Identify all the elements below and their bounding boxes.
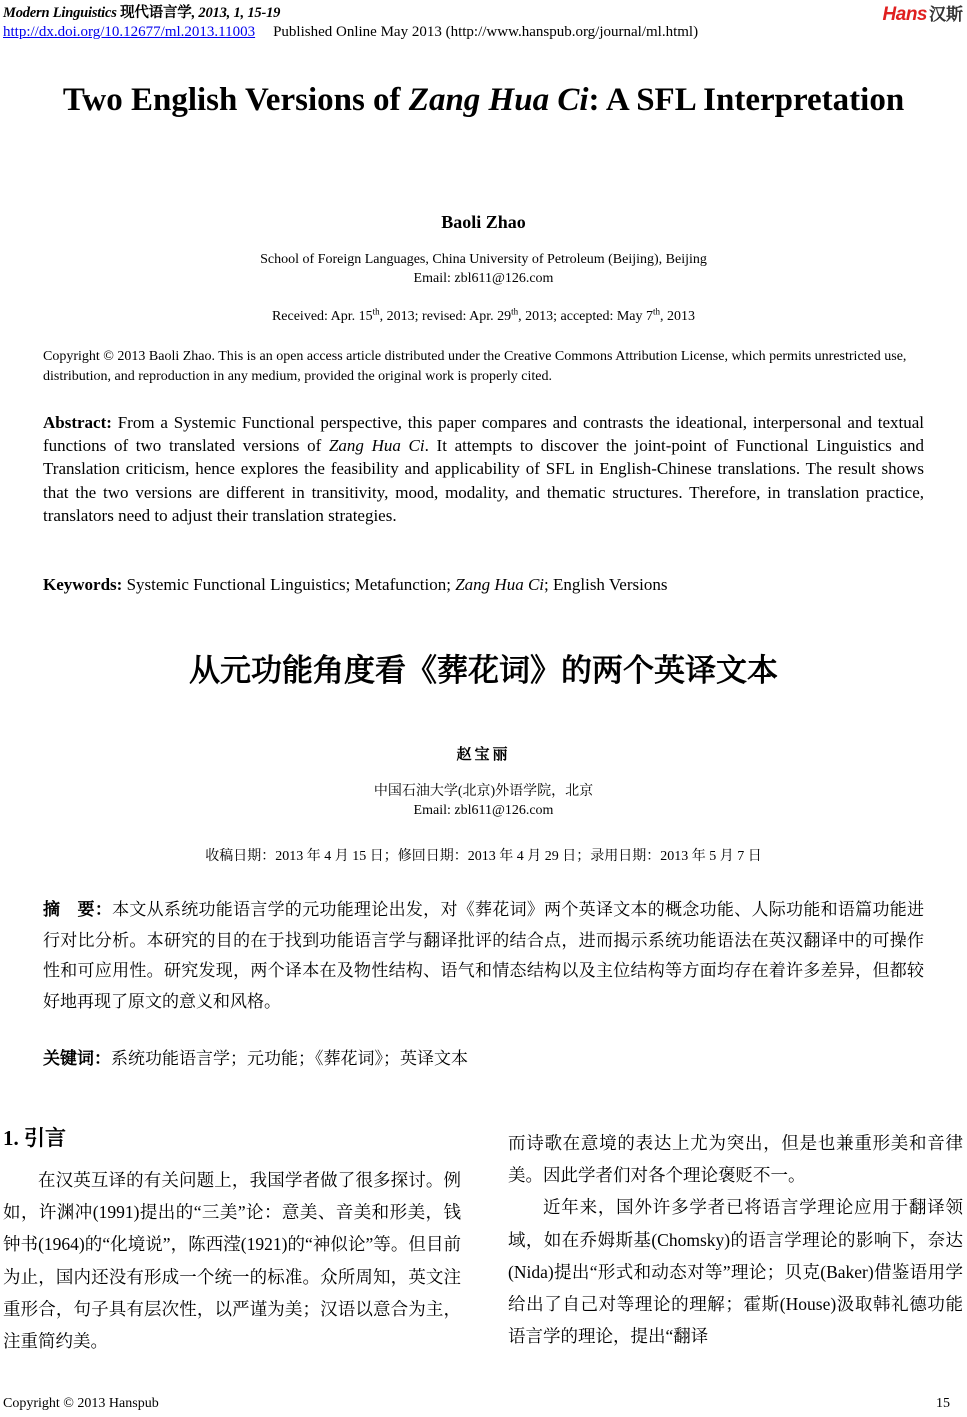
section-heading xyxy=(3,1122,66,1152)
abstract-text-cn: 本文从系统功能语言学的元功能理论出发，对《葬花词》两个英译文本的概念功能、人际功能和语篇功能进行对比分析。本研究的目的在于找到功能语言学与翻译批评的结合点，进而揭示系统功能语法在英汉翻译中的可操作性和可应用性。研究发现，两个译本在及物性结构、语气和情态结构以及主位结构等方面均存在着许多差异，但都较好地再现了原文的意义和风格。 xyxy=(43,900,925,1011)
keywords-cn xyxy=(43,1044,924,1069)
abstract-cn xyxy=(43,895,924,1017)
abstract-text-end: . It attempts to discover the joint-point of Functional Linguistics and Translation criticism, hence explores the feasibility and applicability of SFL in English-Chinese translations. The result shows that the two versions are different in transitivity, mood, modality, and thematic structures. Therefore, in translation practice, translators need to adjust their translation strategies. xyxy=(43,436,925,525)
logo-text-en: Hans xyxy=(882,4,927,25)
footer-copyright: Copyright © 2013 Hanspub xyxy=(3,1396,159,1411)
section-number: 1. xyxy=(3,1126,19,1150)
journal-header xyxy=(3,1,280,22)
affiliation-text: School of Foreign Languages, China University of Petroleum (Beijing), Beijing xyxy=(260,252,707,267)
journal-issue: , 2013, 1, 15-19 xyxy=(191,5,281,21)
keywords-italic: Zang Hua Ci xyxy=(455,575,545,594)
logo-text-cn: 汉斯 xyxy=(929,5,963,24)
body-column-right xyxy=(508,1127,963,1352)
paragraph: 近年来，国外许多学者已将语言学理论应用于翻译领域，如在乔姆斯基(Chomsky)的语言学理论的影响下，奈达(Nida)提出“形式和动态对等”理论；贝克(Baker)借鉴语用学给出了自己对等理论的理解；霍斯(House)汲取韩礼德功能语言学的理论，提出“翻译 xyxy=(508,1197,963,1347)
journal-name-cn: 现代语言学 xyxy=(120,5,192,21)
title-text: Two English Versions of xyxy=(62,82,409,118)
abstract-label-cn: 摘 要： xyxy=(43,900,113,920)
keywords-text-cn: 系统功能语言学；元功能；《葬花词》；英译文本 xyxy=(111,1049,468,1068)
submission-dates-cn: 收稿日期：2013 年 4 月 15 日；修回日期：2013 年 4 月 29 日；录用日期：2013 年 5 月 7 日 xyxy=(205,849,762,864)
published-online: Published Online May 2013 (http://www.hanspub.org/journal/ml.html) xyxy=(273,24,699,40)
keywords-text: Systemic Functional Linguistics; Metafunction; xyxy=(122,575,456,594)
title-text-end: : A SFL Interpretation xyxy=(588,82,905,118)
affiliation xyxy=(0,250,967,288)
author-email: Email: zbl611@126.com xyxy=(413,271,554,286)
abstract-label: Abstract: xyxy=(43,413,112,432)
author-name-cn: 赵宝丽 xyxy=(456,745,511,763)
keywords-label-cn: 关键词： xyxy=(43,1049,111,1069)
affiliation-text-cn: 中国石油大学(北京)外语学院，北京 xyxy=(373,784,594,799)
journal-name-en: Modern Linguistics xyxy=(3,5,117,21)
paper-title-cn: 从元功能角度看《葬花词》的两个英译文本 xyxy=(189,653,778,689)
abstract-text: From a Systemic Functional perspective, this paper compares and contrasts the ideational, interpersonal and textual functions of two translated versions of xyxy=(43,413,924,456)
page-number: 15 xyxy=(936,1396,950,1411)
affiliation-cn xyxy=(0,782,967,820)
received-date: Received: Apr. 15 xyxy=(271,309,373,324)
body-column-left xyxy=(3,1164,461,1357)
keywords-en xyxy=(43,575,924,595)
paper-title xyxy=(0,80,967,120)
abstract-en xyxy=(43,411,924,527)
date-end: , 2013 xyxy=(660,309,696,324)
paragraph: 在汉英互译的有关问题上，我国学者做了很多探讨。例如，许渊冲(1991)提出的“三美”论：意美、音美和形美，钱钟书(1964)的“化境说”，陈西滢(1921)的“神似论”等。但目前为止，国内还没有形成一个统一的标准。众所周知，英文注重形合，句子具有层次性，以严谨为美；汉语以意合为主，注重简约美。 xyxy=(3,1170,461,1352)
title-italic: Zang Hua Ci xyxy=(408,82,589,118)
submission-dates xyxy=(0,306,967,325)
section-title: 引言 xyxy=(24,1126,66,1150)
license-note: Copyright © 2013 Baoli Zhao. This is an open access article distributed under the Creative Commons Attribution License, which permits unrestricted use, distribution, and reproduction in any medium, provided the original work is properly cited. xyxy=(43,349,907,384)
sup: th xyxy=(372,306,380,317)
keywords-text-end: ; English Versions xyxy=(544,575,668,594)
sup: th xyxy=(511,306,519,317)
author-name: Baoli Zhao xyxy=(441,212,526,232)
hanspub-logo xyxy=(883,0,963,26)
keywords-label: Keywords: xyxy=(43,575,123,594)
author-email-cn: Email: zbl611@126.com xyxy=(413,803,554,818)
abstract-italic: Zang Hua Ci xyxy=(328,436,425,456)
revised-date: , 2013; revised: Apr. 29 xyxy=(379,309,512,324)
header-links xyxy=(3,24,698,41)
sup: th xyxy=(653,306,661,317)
accepted-date: , 2013; accepted: May 7 xyxy=(518,309,654,324)
paragraph: 而诗歌在意境的表达上尤为突出，但是也兼重形美和音律美。因此学者们对各个理论褒贬不一。 xyxy=(508,1133,963,1186)
doi-link[interactable]: http://dx.doi.org/10.12677/ml.2013.11003 xyxy=(3,24,256,40)
